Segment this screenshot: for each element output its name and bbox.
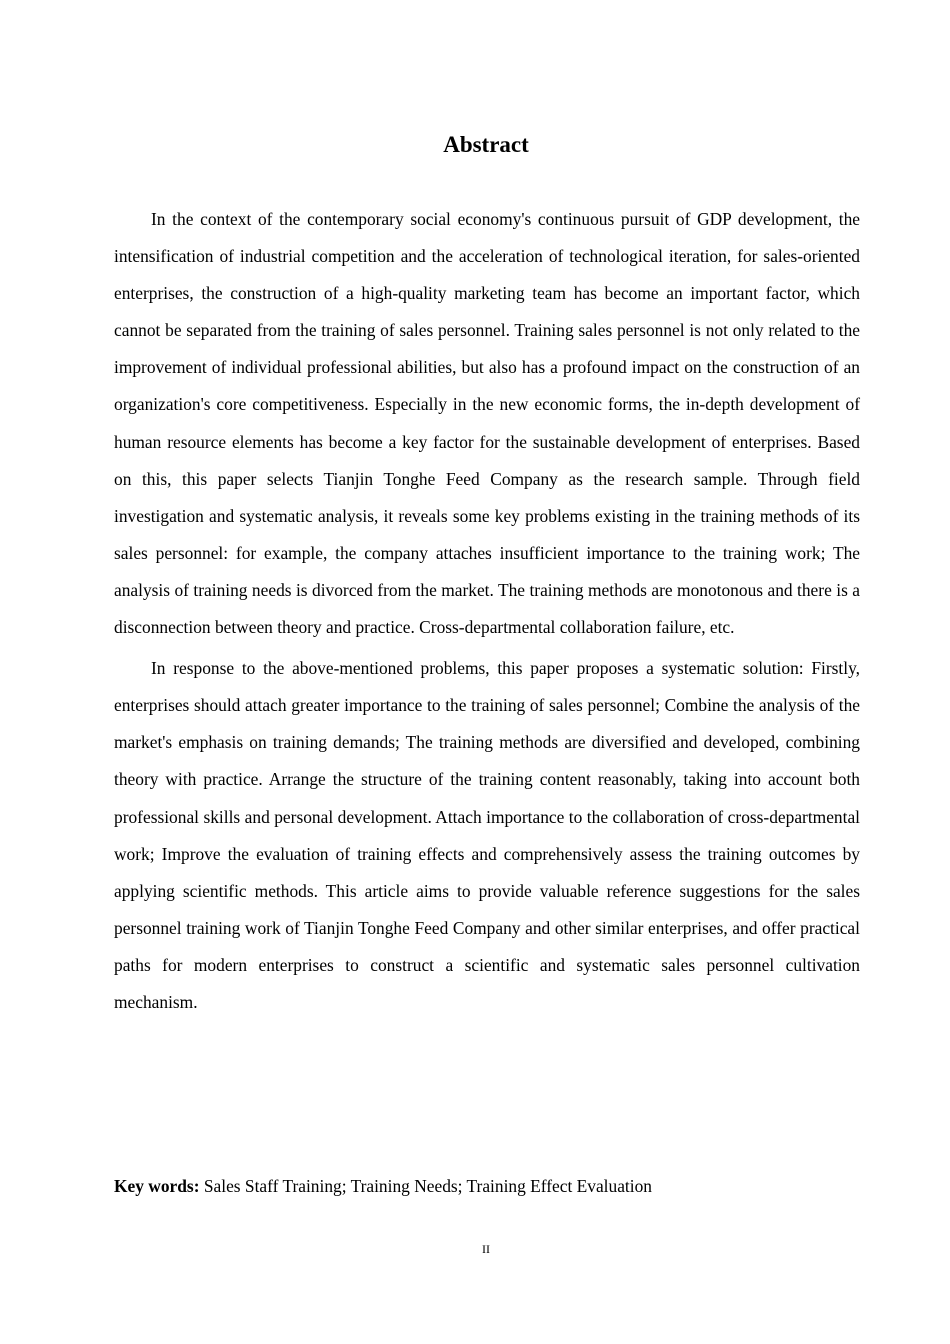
abstract-paragraph-1: In the context of the contemporary social economy's continuous pursuit of GDP development, the intensification of industrial competition and the acceleration of technological iteration, for sales-oriented enterprises, the construction of a high-quality marketing team has become an important factor, which cannot be separated from the training of sales personnel. Training sales personnel is not only related to the improvement of individual professional abilities, but also has a profound impact on the construction of an organization's core competitiveness. Especially in the new economic forms, the in-depth development of human resource elements has become a key factor for the sustainable development of enterprises. Based on this, this paper selects Tianjin Tonghe Feed Company as the research sample. Through field investigation and systematic analysis, it reveals some key problems existing in the training methods of its sales personnel: for example, the company attaches insufficient importance to the training work; The analysis of training needs is divorced from the market. The training methods are monotonous and there is a disconnection between theory and practice. Cross-departmental collaboration failure, etc. xyxy=(114,209,860,638)
abstract-paragraph-2: In response to the above-mentioned problems, this paper proposes a systematic solution: Firstly, enterprises should attach greater importance to the training of sales personnel; Combine the analysis of the market's emphasis on training demands; The training methods are diversified and developed, combining theory with practice. Arrange the structure of the training content reasonably, taking into account both professional skills and personal development. Attach importance to the collaboration of cross-departmental work; Improve the evaluation of training effects and comprehensively assess the training outcomes by applying scientific methods. This article aims to provide valuable reference suggestions for the sales personnel training work of Tianjin Tonghe Feed Company and other similar enterprises, and offer practical paths for modern enterprises to construct a scientific and systematic sales personnel cultivation mechanism. xyxy=(114,658,860,1012)
keywords-value: Sales Staff Training; Training Needs; Training Effect Evaluation xyxy=(203,1176,652,1196)
keywords-line xyxy=(114,1173,860,1199)
page-title: Abstract xyxy=(443,132,529,158)
keywords-label: Key words: xyxy=(114,1176,200,1196)
abstract-body xyxy=(114,201,860,1021)
page-number: II xyxy=(482,1242,490,1256)
